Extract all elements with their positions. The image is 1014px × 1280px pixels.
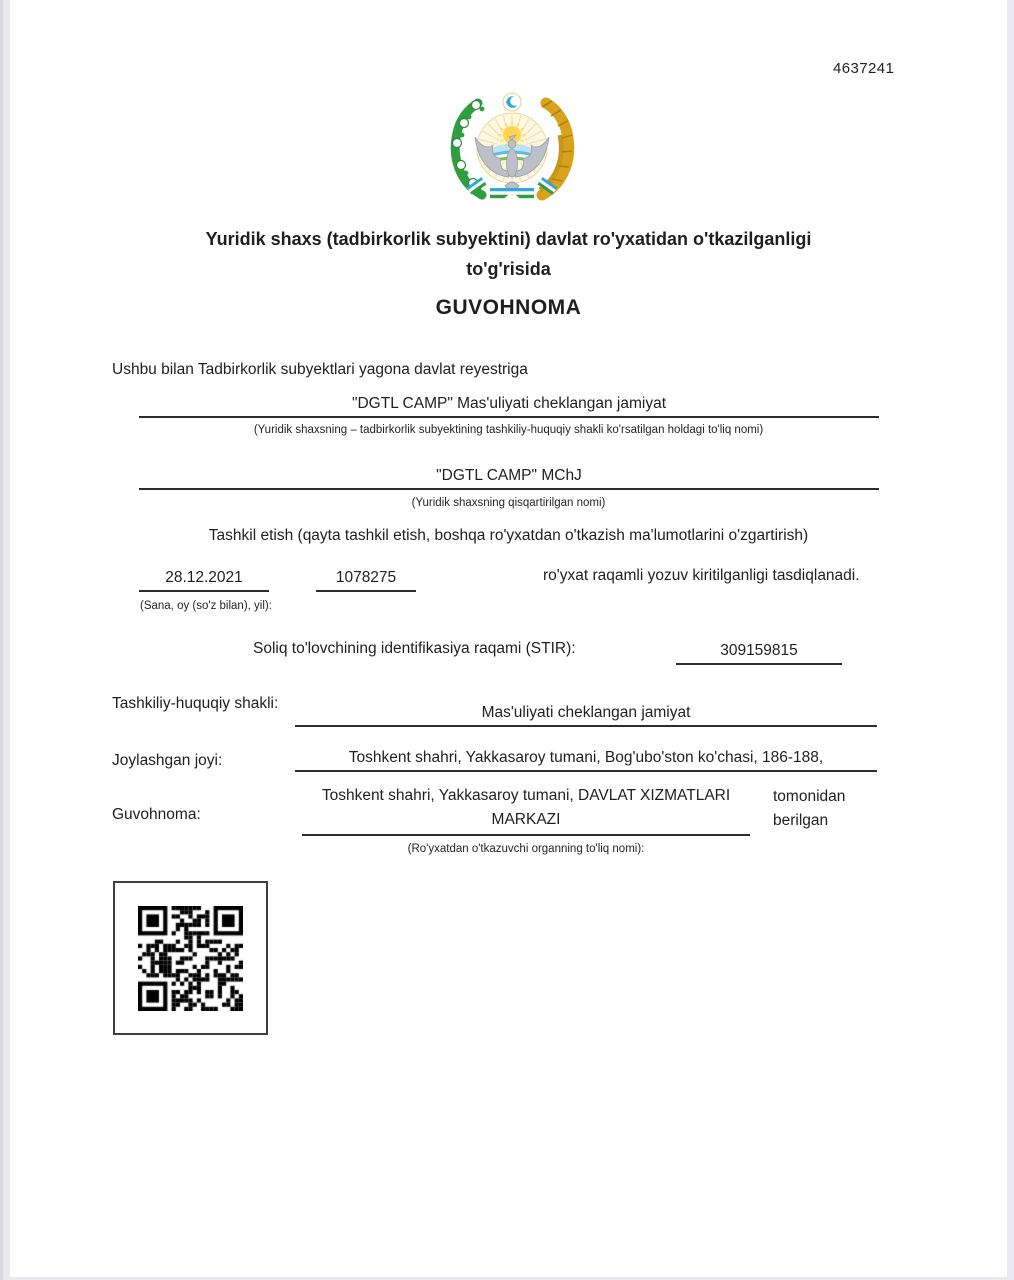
uzbekistan-state-emblem-icon bbox=[442, 91, 582, 203]
short-name-caption: (Yuridik shaxsning qisqartirilgan nomi) bbox=[411, 497, 606, 509]
action-line: Tashkil etish (qayta tashkil etish, boshqa ro'yxatdan o'tkazish ma'lumotlarini o'zgartirish) bbox=[208, 527, 809, 544]
registration-number-value: 1078275 bbox=[335, 569, 397, 586]
registration-date-value: 28.12.2021 bbox=[165, 569, 243, 586]
issuer-label: Guvohnoma: bbox=[112, 806, 201, 823]
issuer-caption: (Ro'yxatdan o'tkazuvchi organning to'liq nomi): bbox=[407, 843, 645, 855]
document-title bbox=[10, 224, 1007, 284]
legal-form-field bbox=[295, 700, 877, 727]
short-name-value: "DGTL CAMP" MChJ bbox=[436, 467, 582, 484]
stir-field bbox=[676, 637, 842, 665]
address-field bbox=[295, 745, 877, 772]
stir-value: 309159815 bbox=[720, 642, 798, 659]
date-caption: (Sana, oy (so'z bilan), yil): bbox=[140, 600, 272, 612]
document-title-line2: to'g'risida bbox=[466, 259, 551, 279]
intro-text: Ushbu bilan Tadbirkorlik subyektlari yagona davlat reyestriga bbox=[112, 361, 528, 378]
document-title-line1: Yuridik shaxs (tadbirkorlik subyektini) davlat ro'yxatidan o'tkazilganligi bbox=[205, 229, 812, 249]
issuer-suffix: tomonidan berilgan bbox=[773, 788, 846, 829]
full-name-value: "DGTL CAMP" Mas'uliyati cheklangan jamiyat bbox=[351, 395, 667, 412]
qr-code-frame bbox=[113, 881, 268, 1035]
issuer-field: Toshkent shahri, Yakkasaroy tumani, DAVLAT XIZMATLARI MARKAZI bbox=[302, 784, 750, 836]
qr-code bbox=[138, 906, 243, 1011]
registration-date-field bbox=[139, 564, 269, 592]
registration-number-field bbox=[316, 564, 416, 592]
address-label: Joylashgan joyi: bbox=[112, 752, 223, 769]
short-name-field bbox=[139, 461, 879, 490]
full-name-field bbox=[139, 389, 879, 418]
legal-form-label: Tashkiliy-huquqiy shakli: bbox=[112, 695, 279, 712]
certificate-page bbox=[10, 0, 1007, 1277]
stir-label: Soliq to'lovchining identifikasiya raqami (STIR): bbox=[253, 640, 576, 657]
legal-form-value: Mas'uliyati cheklangan jamiyat bbox=[481, 704, 691, 721]
full-name-caption: (Yuridik shaxsning – tadbirkorlik subyektining tashkiliy-huquqiy shakli ko'rsatilgan holdagi to'liq nomi) bbox=[253, 424, 764, 436]
document-heading: GUVOHNOMA bbox=[435, 296, 582, 319]
registration-confirmation: ro'yxat raqamli yozuv kiritilganligi tasdiqlanadi. bbox=[543, 567, 860, 584]
address-value: Toshkent shahri, Yakkasaroy tumani, Bog'ubo'ston ko'chasi, 186-188, bbox=[348, 749, 824, 766]
serial-number: 4637241 bbox=[833, 60, 895, 77]
